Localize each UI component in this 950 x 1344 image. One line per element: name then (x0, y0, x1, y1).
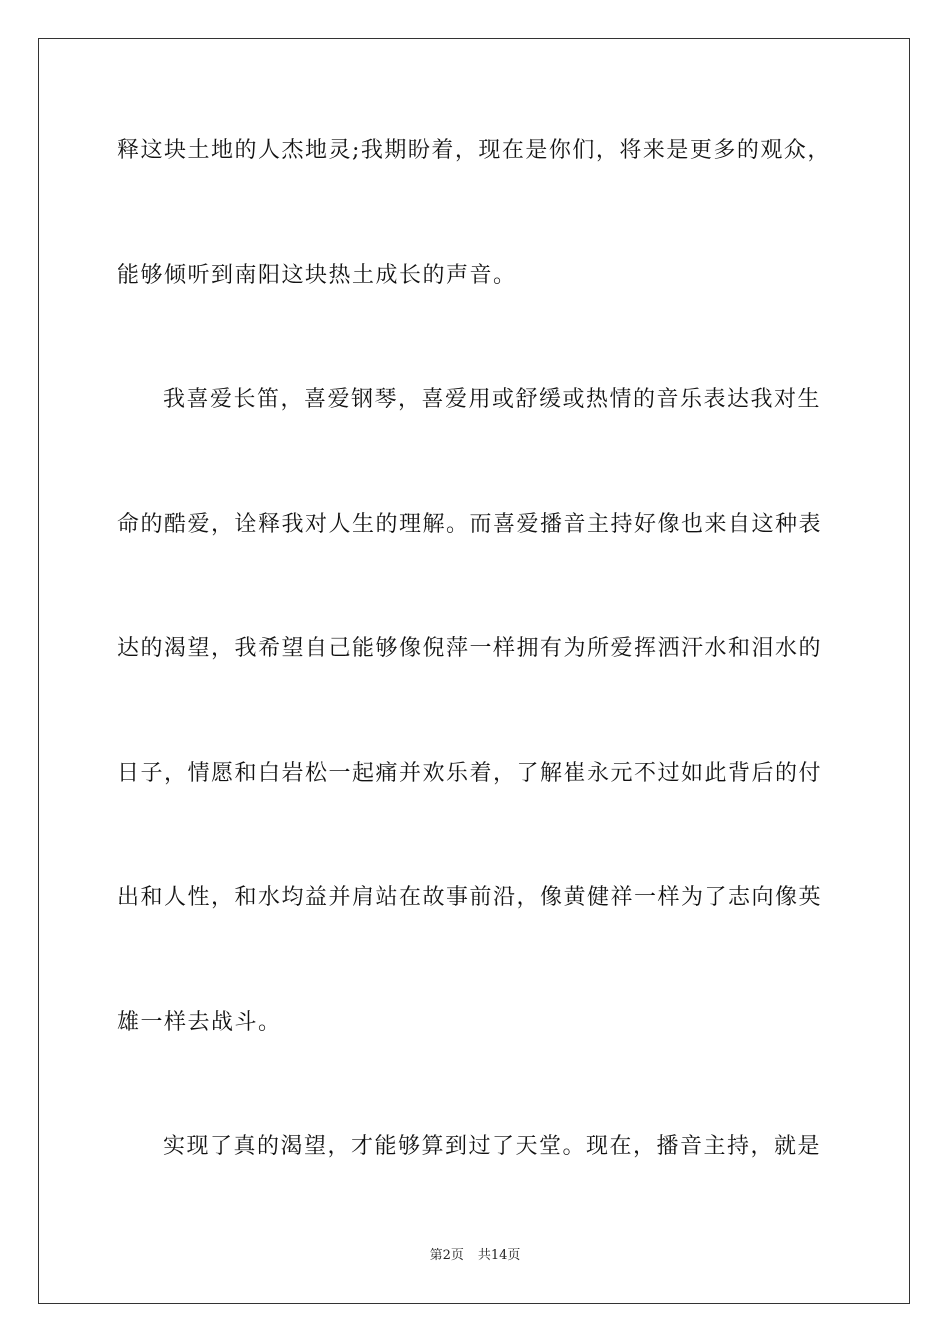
body-text-line: 日子，情愿和白岩松一起痛并欢乐着，了解崔永元不过如此背后的付 (117, 761, 823, 786)
body-text-line: 能够倾听到南阳这块热土成长的声音。 (117, 263, 517, 288)
body-text-line: 达的渴望，我希望自己能够像倪萍一样拥有为所爱挥洒汗水和泪水的 (117, 636, 823, 661)
body-text-line: 命的酷爱，诠释我对人生的理解。而喜爱播音主持好像也来自这种表 (117, 512, 823, 537)
paragraph-start-line: 实现了真的渴望，才能够算到过了天堂。现在，播音主持，就是 (163, 1134, 822, 1159)
paragraph-start-line: 我喜爱长笛，喜爱钢琴，喜爱用或舒缓或热情的音乐表达我对生 (163, 387, 822, 412)
page-footer (0, 1247, 950, 1265)
page-total: 共14页 (477, 1248, 521, 1263)
body-text-line: 雄一样去战斗。 (117, 1010, 282, 1035)
body-text-line: 释这块土地的人杰地灵;我期盼着，现在是你们，将来是更多的观众， (117, 138, 831, 163)
page-number: 第2页 (429, 1248, 464, 1263)
body-text-line: 出和人性，和水均益并肩站在故事前沿，像黄健祥一样为了志向像英 (117, 885, 823, 910)
page-border (38, 38, 910, 1304)
